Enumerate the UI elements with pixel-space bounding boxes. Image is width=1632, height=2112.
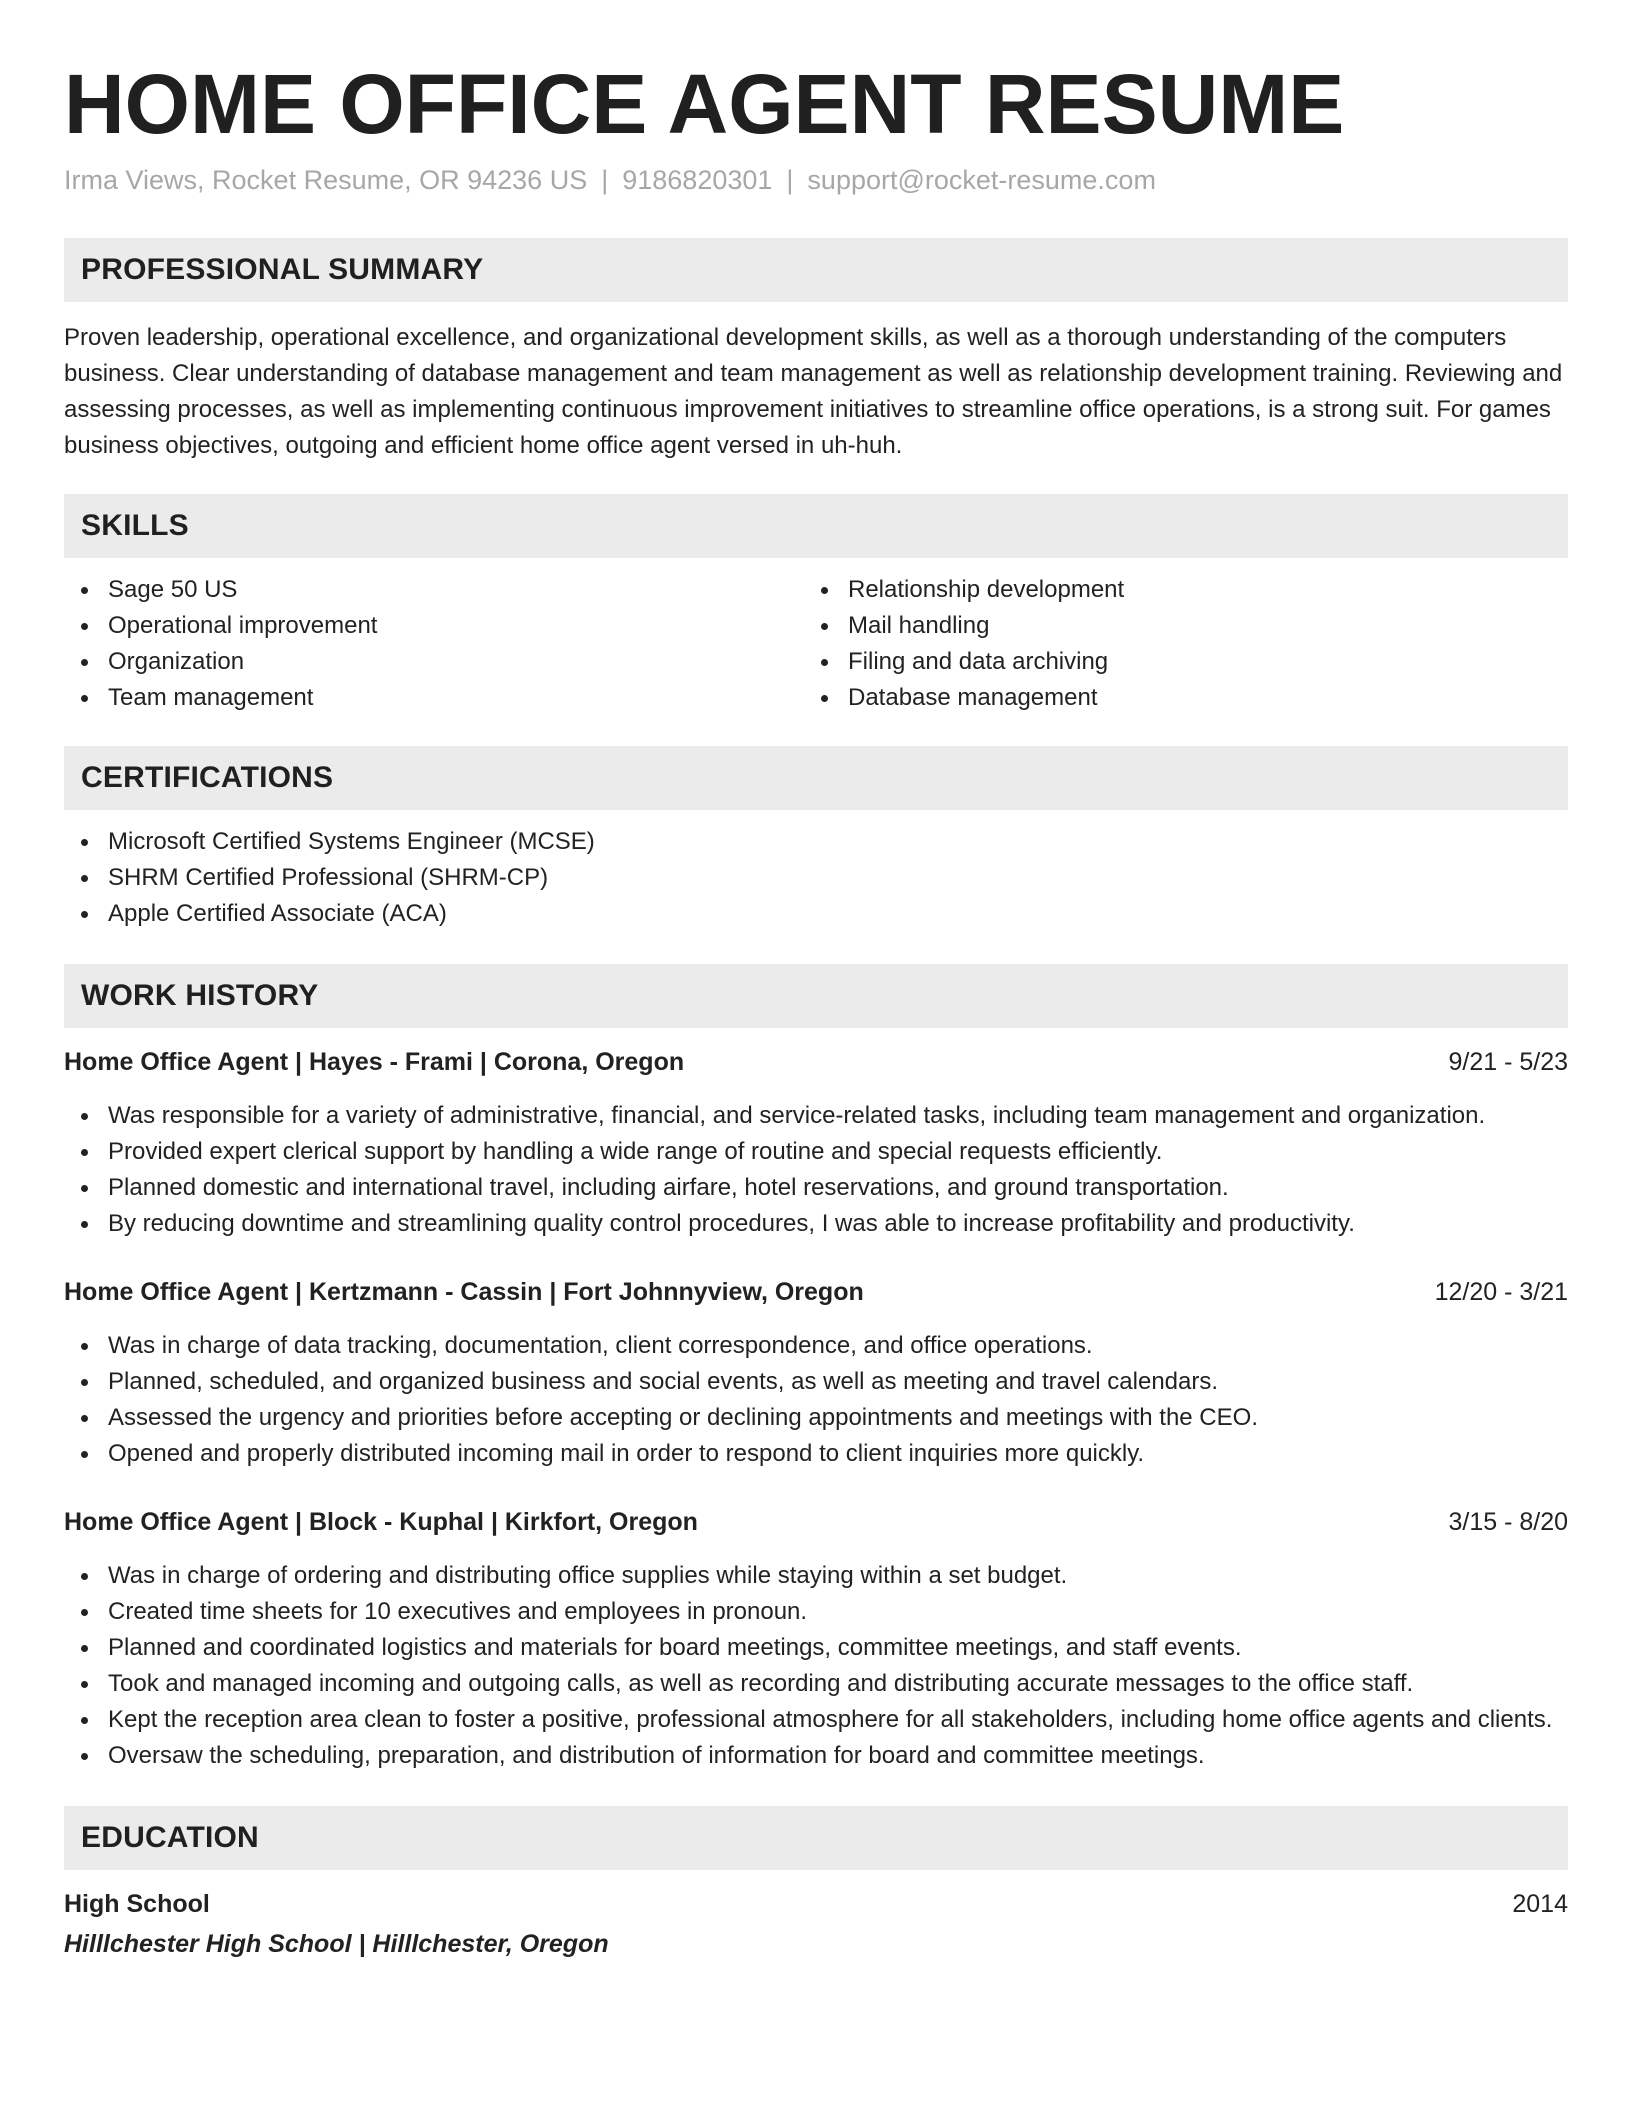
job-header <box>64 1504 1568 1540</box>
resume-title: HOME OFFICE AGENT RESUME <box>64 57 1345 151</box>
contact-separator: | <box>786 165 794 195</box>
job-bullet: Planned, scheduled, and organized business and social events, as well as meeting and travel calendars. <box>64 1364 1568 1400</box>
job-bullet: By reducing downtime and streamlining quality control procedures, I was able to increase profitability and productivity. <box>64 1206 1568 1242</box>
job-bullet: Kept the reception area clean to foster a positive, professional atmosphere for all stakeholders, including home office agents and clients. <box>64 1702 1568 1738</box>
education-year: 2014 <box>1512 1890 1568 1918</box>
job-bullet: Provided expert clerical support by handling a wide range of routine and special requests efficiently. <box>64 1134 1568 1170</box>
job-entry <box>64 1504 1568 1774</box>
job-bullet: Planned and coordinated logistics and materials for board meetings, committee meetings, and staff events. <box>64 1630 1568 1666</box>
job-header <box>64 1044 1568 1080</box>
contact-line <box>64 162 1568 198</box>
skill-item: Operational improvement <box>64 608 804 644</box>
job-header <box>64 1274 1568 1310</box>
skills-column-right <box>804 572 1544 716</box>
job-entry <box>64 1044 1568 1242</box>
section-heading-education: EDUCATION <box>64 1806 1568 1870</box>
section-heading-summary: PROFESSIONAL SUMMARY <box>64 238 1568 302</box>
job-title: Home Office Agent | Hayes - Frami | Corona, Oregon <box>64 1048 685 1076</box>
contact-address: Irma Views, Rocket Resume, OR 94236 US <box>64 165 588 195</box>
job-bullet: Was in charge of ordering and distributing office supplies while staying within a set budget. <box>64 1558 1568 1594</box>
skill-item: Mail handling <box>804 608 1544 644</box>
job-bullet: Oversaw the scheduling, preparation, and distribution of information for board and committee meetings. <box>64 1738 1568 1774</box>
skills-list <box>64 572 1568 716</box>
contact-separator: | <box>601 165 609 195</box>
job-bullets <box>64 1098 1568 1242</box>
job-bullet: Was in charge of data tracking, documentation, client correspondence, and office operations. <box>64 1328 1568 1364</box>
skill-item: Sage 50 US <box>64 572 804 608</box>
skills-column-left <box>64 572 804 716</box>
section-heading-certifications: CERTIFICATIONS <box>64 746 1568 810</box>
certification-item: Microsoft Certified Systems Engineer (MCSE) <box>64 824 1568 860</box>
section-heading-skills: SKILLS <box>64 494 1568 558</box>
skill-item: Relationship development <box>804 572 1544 608</box>
job-bullet: Was responsible for a variety of administrative, financial, and service-related tasks, including team management and organization. <box>64 1098 1568 1134</box>
certifications-list <box>64 824 1568 932</box>
education-header <box>64 1886 1568 1922</box>
certification-item: Apple Certified Associate (ACA) <box>64 896 1568 932</box>
section-heading-work-history: WORK HISTORY <box>64 964 1568 1028</box>
job-bullet: Took and managed incoming and outgoing calls, as well as recording and distributing accurate messages to the office staff. <box>64 1666 1568 1702</box>
education-degree: High School <box>64 1890 210 1918</box>
skill-item: Filing and data archiving <box>804 644 1544 680</box>
job-dates: 9/21 - 5/23 <box>1448 1048 1568 1076</box>
job-dates: 12/20 - 3/21 <box>1434 1278 1568 1306</box>
job-bullet: Created time sheets for 10 executives and employees in pronoun. <box>64 1594 1568 1630</box>
education-school: Hilllchester High School | Hilllchester, Oregon <box>64 1930 609 1958</box>
skill-item: Organization <box>64 644 804 680</box>
job-bullet: Planned domestic and international travel, including airfare, hotel reservations, and ground transportation. <box>64 1170 1568 1206</box>
contact-phone: 9186820301 <box>622 165 773 195</box>
job-title: Home Office Agent | Block - Kuphal | Kirkfort, Oregon <box>64 1508 698 1536</box>
job-bullets <box>64 1328 1568 1472</box>
job-title: Home Office Agent | Kertzmann - Cassin | Fort Johnnyview, Oregon <box>64 1278 864 1306</box>
summary-text: Proven leadership, operational excellence, and organizational development skills, as well as a thorough understanding of the computers business. Clear understanding of database management and team management as well as relationship development training. Reviewing and assessing processes, as well as implementing continuous improvement initiatives to streamline office operations, is a strong suit. For games business objectives, outgoing and efficient home office agent versed in uh-huh. <box>64 324 1563 459</box>
skill-item: Team management <box>64 680 804 716</box>
job-bullet: Assessed the urgency and priorities before accepting or declining appointments and meetings with the CEO. <box>64 1400 1568 1436</box>
job-dates: 3/15 - 8/20 <box>1448 1508 1568 1536</box>
skill-item: Database management <box>804 680 1544 716</box>
contact-email: support@rocket-resume.com <box>807 165 1156 195</box>
job-entry <box>64 1274 1568 1472</box>
job-bullet: Opened and properly distributed incoming mail in order to respond to client inquiries more quickly. <box>64 1436 1568 1472</box>
certification-item: SHRM Certified Professional (SHRM-CP) <box>64 860 1568 896</box>
job-bullets <box>64 1558 1568 1774</box>
